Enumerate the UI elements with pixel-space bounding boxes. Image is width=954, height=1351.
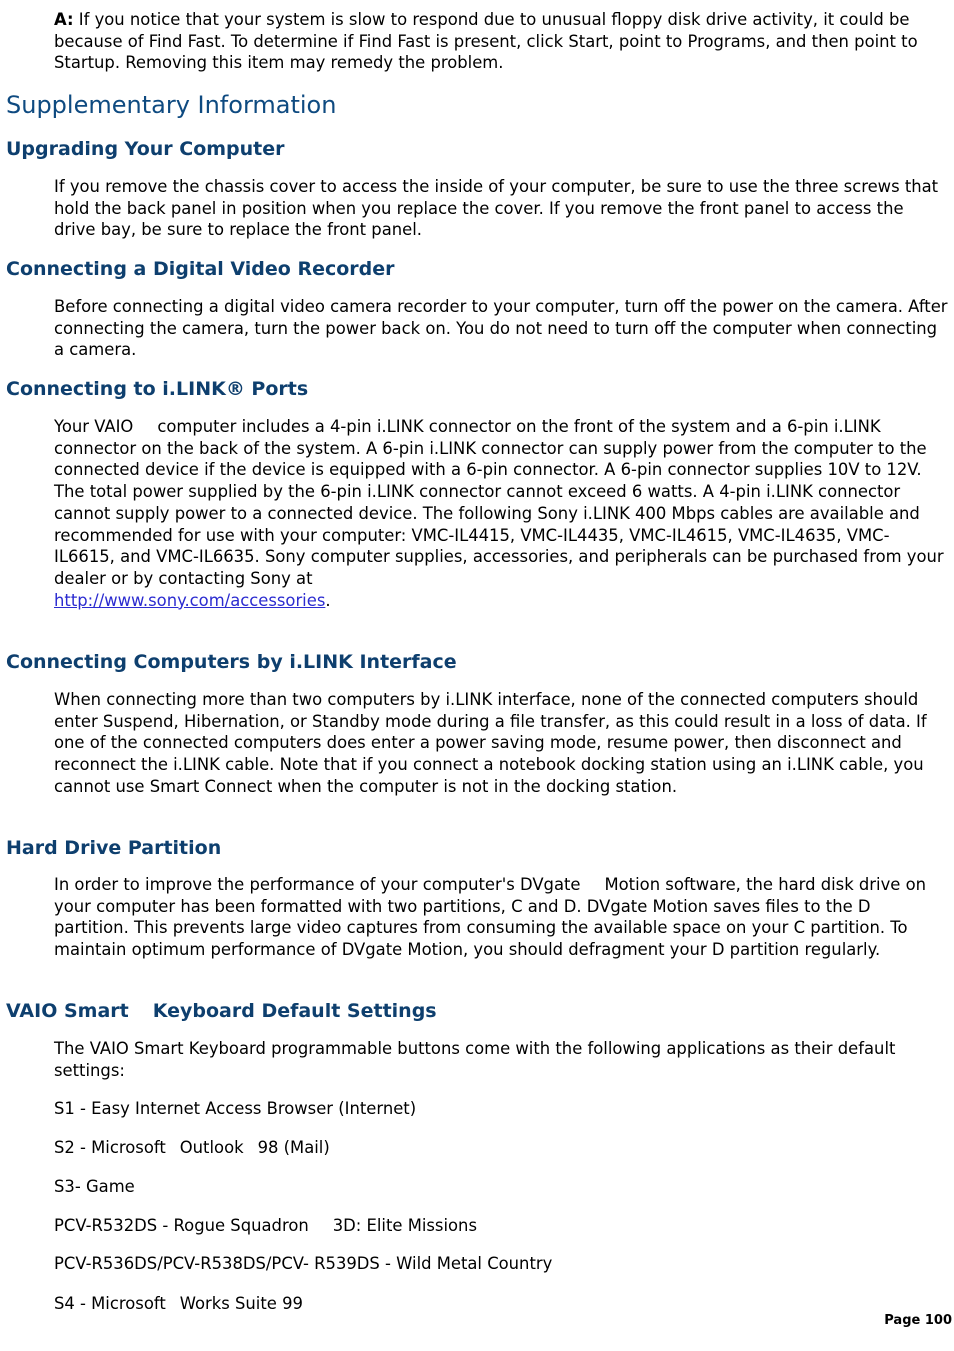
keyboard-heading-a: VAIO Smart — [6, 1000, 129, 1022]
keyboard-s1: S1 - Easy Internet Access Browser (Internet) — [54, 1099, 417, 1118]
computers-section — [0, 689, 954, 798]
heading-ilink-computers: Connecting Computers by i.LINK Interface — [6, 651, 457, 673]
upgrading-section — [0, 176, 954, 241]
keyboard-r532-a: PCV-R532DS - Rogue Squadron — [54, 1216, 309, 1235]
keyboard-s3-row — [0, 1176, 954, 1198]
ilink-body-a: Your VAIO — [54, 417, 134, 436]
partition-body-a: In order to improve the performance of your computer's DVgate — [54, 875, 581, 894]
answer-text: If you notice that your system is slow to respond due to unusual floppy disk drive activity, it could be because of Find Fast. To determine if Find Fast is present, click Start, point to Programs, and then point to Startup. Removing this item may remedy the problem. — [54, 10, 918, 73]
ilink-body — [54, 416, 948, 611]
intro-paragraph — [54, 9, 948, 74]
section-title: Supplementary Information — [6, 91, 337, 119]
keyboard-s2 — [54, 1137, 948, 1159]
partition-body-b: Motion software, the hard disk drive on your computer has been formatted with two partitions, C and D. DVgate Motion saves files to the D partition. This prevents large video captures from consuming the available space on your C partition. To maintain optimum performance of DVgate Motion, you should defragment your D partition regularly. — [54, 875, 927, 960]
keyboard-r532 — [54, 1215, 948, 1237]
upgrading-body: If you remove the chassis cover to access the inside of your computer, be sure to use the three screws that hold the back panel in position when you replace the cover. If you remove the front panel to access the drive bay, be sure to replace the front panel. — [54, 177, 939, 240]
heading-partition: Hard Drive Partition — [6, 837, 222, 859]
keyboard-section — [0, 1038, 954, 1081]
sony-accessories-link[interactable]: http://www.sony.com/accessories — [54, 590, 326, 610]
heading-dvr: Connecting a Digital Video Recorder — [6, 258, 395, 280]
keyboard-s4-a: S4 - Microsoft — [54, 1294, 166, 1313]
heading-ilink-ports: Connecting to i.LINK® Ports — [6, 378, 309, 400]
keyboard-s2-b: Outlook — [179, 1138, 244, 1157]
keyboard-s4-row — [0, 1293, 954, 1315]
intro-answer — [0, 9, 954, 74]
keyboard-r536: PCV-R536DS/PCV-R538DS/PCV- R539DS - Wild Metal Country — [54, 1254, 553, 1273]
keyboard-r532-row — [0, 1215, 954, 1237]
keyboard-r532-b: 3D: Elite Missions — [332, 1216, 477, 1235]
answer-label: A: — [54, 10, 74, 29]
keyboard-body: The VAIO Smart Keyboard programmable buttons come with the following applications as their default settings: — [54, 1039, 896, 1080]
keyboard-s2-a: S2 - Microsoft — [54, 1138, 166, 1157]
partition-section — [0, 874, 954, 961]
ilink-body-b: computer includes a 4-pin i.LINK connector on the front of the system and a 6-pin i.LINK connector on the back of the system. A 6-pin i.LINK connector can supply power from the computer to the connected device if the device is equipped with a 6-pin connector. A 6-pin connector supplies 10V to 12V. The total power supplied by the 6-pin i.LINK connector cannot exceed 6 watts. A 4-pin i.LINK connector cannot supply power to a connected device. The following Sony i.LINK 400 Mbps cables are available and recommended for use with your computer: VMC-IL4415, VMC-IL4435, VMC-IL4615, VMC-IL4635, VMC-IL6615, and VMC-IL6635. Sony computer supplies, accessories, and peripherals can be purchased from your dealer or by contacting Sony at — [54, 417, 944, 588]
keyboard-s4 — [54, 1293, 948, 1315]
partition-body — [54, 874, 948, 961]
keyboard-heading-b: Keyboard Default Settings — [152, 1000, 437, 1022]
keyboard-s3: S3- Game — [54, 1177, 135, 1196]
computers-body: When connecting more than two computers by i.LINK interface, none of the connected computers should enter Suspend, Hibernation, or Standby mode during a file transfer, as this could result in a loss of data. If one of the connected computers does enter a power saving mode, resume power, then disconnect and reconnect the i.LINK cable. Note that if you connect a notebook docking station using an i.LINK cable, you cannot use Smart Connect when the computer is not in the docking station. — [54, 690, 927, 796]
keyboard-s2-row — [0, 1137, 954, 1159]
ilink-period: . — [325, 590, 331, 610]
keyboard-r536-row — [0, 1253, 954, 1275]
dvr-body: Before connecting a digital video camera recorder to your computer, turn off the power on the camera. After connecting the camera, turn the power back on. You do not need to turn off the computer when connecting a camera. — [54, 297, 948, 360]
dvr-section — [0, 296, 954, 361]
keyboard-s1-row — [0, 1098, 954, 1120]
page-number: Page 100 — [884, 1313, 952, 1328]
heading-keyboard — [6, 998, 437, 1024]
heading-upgrading: Upgrading Your Computer — [6, 138, 285, 160]
ilink-section — [0, 416, 954, 611]
keyboard-s4-b: Works Suite 99 — [179, 1294, 303, 1313]
keyboard-s2-c: 98 (Mail) — [257, 1138, 330, 1157]
